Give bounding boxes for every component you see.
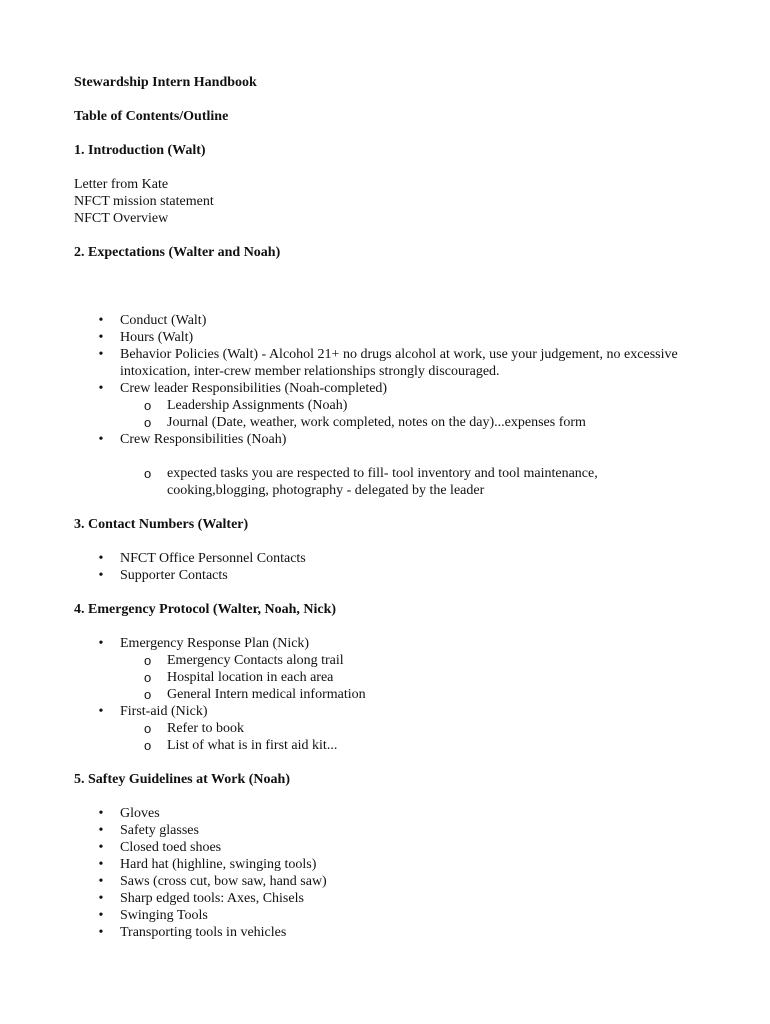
document-title: Stewardship Intern Handbook: [74, 75, 257, 90]
bullet-icon: •: [98, 908, 104, 923]
section-3-heading: 3. Contact Numbers (Walter): [74, 517, 249, 532]
bullet-icon: •: [98, 432, 104, 447]
list-item: [74, 703, 694, 720]
sub-list-item: [74, 686, 694, 703]
list-item-text: Gloves: [120, 806, 160, 821]
sub-bullet-icon: o: [144, 687, 152, 702]
list-item-text: Hard hat (highline, swinging tools): [120, 857, 317, 872]
sub-list-item-text: Emergency Contacts along trail: [167, 653, 344, 668]
list-item: [74, 312, 694, 329]
expectations-list-cont: [74, 431, 694, 448]
section-1-heading: 1. Introduction (Walt): [74, 143, 206, 158]
intro-line-overview: NFCT Overview: [74, 211, 169, 226]
list-item: [74, 329, 694, 346]
list-item: [74, 890, 694, 907]
sub-list-item-text: Leadership Assignments (Noah): [167, 398, 348, 413]
list-item-text: Swinging Tools: [120, 908, 208, 923]
expectations-list: [74, 312, 694, 397]
list-item-text: Saws (cross cut, bow saw, hand saw): [120, 874, 327, 889]
sub-bullet-icon: o: [144, 466, 152, 481]
bullet-icon: •: [98, 857, 104, 872]
bullet-icon: •: [98, 891, 104, 906]
bullet-icon: •: [98, 704, 104, 719]
list-item-text: Supporter Contacts: [120, 568, 228, 583]
list-item: [74, 567, 694, 584]
list-item: [74, 839, 694, 856]
sub-list-item-text: Refer to book: [167, 721, 244, 736]
list-item-text: Emergency Response Plan (Nick): [120, 636, 310, 651]
list-item-text: Crew Responsibilities (Noah): [120, 432, 287, 447]
intro-line-mission: NFCT mission statement: [74, 194, 214, 209]
list-item: [74, 346, 694, 380]
list-item-text: Closed toed shoes: [120, 840, 222, 855]
bullet-icon: •: [98, 636, 104, 651]
list-item: [74, 805, 694, 822]
bullet-icon: •: [98, 925, 104, 940]
emergency-list-cont: [74, 703, 694, 720]
bullet-icon: •: [98, 823, 104, 838]
section-2-heading: 2. Expectations (Walter and Noah): [74, 245, 281, 260]
sub-list-item: [74, 414, 694, 431]
intro-line-letter: Letter from Kate: [74, 177, 169, 192]
sub-bullet-icon: o: [144, 398, 152, 413]
sub-bullet-icon: o: [144, 670, 152, 685]
list-item-text: Transporting tools in vehicles: [120, 925, 287, 940]
list-item: [74, 431, 694, 448]
sub-list-item-text: Hospital location in each area: [167, 670, 334, 685]
list-item-text: Crew leader Responsibilities (Noah-completed): [120, 381, 388, 396]
toc-heading: Table of Contents/Outline: [74, 109, 229, 124]
section-5-heading: 5. Saftey Guidelines at Work (Noah): [74, 772, 290, 787]
list-item-text: NFCT Office Personnel Contacts: [120, 551, 306, 566]
bullet-icon: •: [98, 381, 104, 396]
sub-bullet-icon: o: [144, 653, 152, 668]
crew-leader-sublist: [74, 397, 694, 431]
list-item-text: First-aid (Nick): [120, 704, 208, 719]
bullet-icon: •: [98, 840, 104, 855]
list-item-text: Sharp edged tools: Axes, Chisels: [120, 891, 304, 906]
bullet-icon: •: [98, 330, 104, 345]
list-item-text: Safety glasses: [120, 823, 199, 838]
sub-bullet-icon: o: [144, 415, 152, 430]
list-item: [74, 380, 694, 397]
list-item: [74, 635, 694, 652]
sub-list-item: [74, 652, 694, 669]
list-item-text: Behavior Policies (Walt) - Alcohol 21+ no drugs alcohol at work, use your judgement, no excessive intoxication, inter-crew member relationships strongly discouraged.: [120, 347, 678, 379]
safety-list: [74, 805, 694, 941]
section-4-heading: 4. Emergency Protocol (Walter, Noah, Nick): [74, 602, 337, 617]
contacts-list: [74, 550, 694, 584]
bullet-icon: •: [98, 313, 104, 328]
sub-list-item-text: Journal (Date, weather, work completed, notes on the day)...expenses form: [167, 415, 586, 430]
list-item: [74, 907, 694, 924]
list-item: [74, 856, 694, 873]
list-item-text: Hours (Walt): [120, 330, 194, 345]
list-item-text: Conduct (Walt): [120, 313, 207, 328]
list-item: [74, 873, 694, 890]
sub-bullet-icon: o: [144, 721, 152, 736]
sub-list-item-text: List of what is in first aid kit...: [167, 738, 338, 753]
sub-list-item: [74, 720, 694, 737]
list-item: [74, 822, 694, 839]
sub-list-item-text: expected tasks you are respected to fill- tool inventory and tool maintenance, cooking,blogging, photography - delegated by the leader: [167, 466, 598, 498]
bullet-icon: •: [98, 874, 104, 889]
sub-list-item: [74, 465, 694, 499]
sub-list-item-text: General Intern medical information: [167, 687, 366, 702]
bullet-icon: •: [98, 568, 104, 583]
bullet-icon: •: [98, 551, 104, 566]
list-item: [74, 550, 694, 567]
sub-list-item: [74, 397, 694, 414]
crew-sublist: [74, 465, 694, 499]
bullet-icon: •: [98, 806, 104, 821]
emergency-list: [74, 635, 694, 652]
sub-list-item: [74, 669, 694, 686]
bullet-icon: •: [98, 347, 104, 362]
emergency-plan-sublist: [74, 652, 694, 703]
document-page: [74, 74, 694, 941]
first-aid-sublist: [74, 720, 694, 754]
list-item: [74, 924, 694, 941]
sub-bullet-icon: o: [144, 738, 152, 753]
sub-list-item: [74, 737, 694, 754]
